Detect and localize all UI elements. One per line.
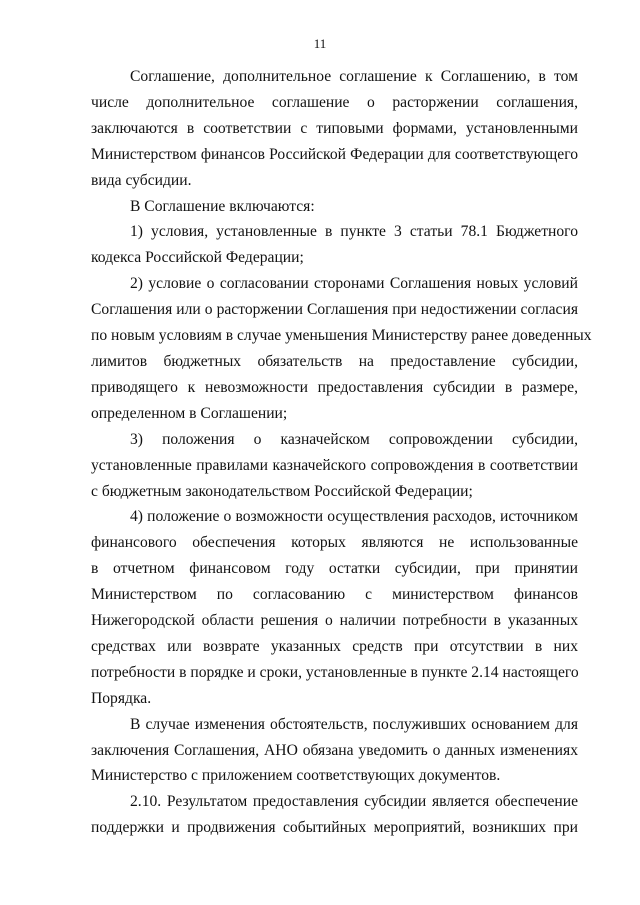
text-line: В случае изменения обстоятельств, послуживших основанием для bbox=[130, 715, 578, 733]
paragraph-agreement-forms bbox=[91, 64, 578, 194]
text-line: числе дополнительное соглашение о расторжении соглашения, bbox=[91, 93, 578, 111]
text-line: средствах или возврате указанных средств при отсутствии в них bbox=[91, 637, 578, 655]
text-line: Министерством финансов Российской Федерации для соответствующего bbox=[91, 145, 578, 163]
text-line: финансового обеспечения которых являются не использованные bbox=[91, 534, 578, 552]
paragraph-item-4 bbox=[91, 504, 578, 711]
text-line: установленные правилами казначейского сопровождения в соответствии bbox=[91, 456, 578, 474]
text-line: В Соглашение включаются: bbox=[130, 197, 315, 215]
text-line: Нижегородской области решения о наличии потребности в указанных bbox=[91, 612, 578, 630]
paragraph-change-circumstances bbox=[91, 712, 578, 790]
text-line: 4) положение о возможности осуществления расходов, источником bbox=[130, 508, 578, 526]
text-line: Порядка. bbox=[91, 689, 152, 707]
text-line: 2.10. Результатом предоставления субсидии является обеспечение bbox=[130, 793, 578, 811]
text-line: поддержки и продвижения событийных мероприятий, возникших при bbox=[91, 819, 578, 837]
text-line: Соглашение, дополнительное соглашение к Соглашению, в том bbox=[130, 68, 578, 85]
text-line: заключаются в соответствии с типовыми формами, установленными bbox=[91, 119, 578, 137]
document-body bbox=[91, 64, 592, 841]
text-line: Министерством по согласованию с министерством финансов bbox=[91, 586, 578, 604]
paragraph-item-1 bbox=[91, 219, 578, 271]
text-line: приводящего к невозможности предоставления субсидии в размере, bbox=[91, 378, 578, 396]
text-line: определенном в Соглашении; bbox=[91, 404, 288, 422]
paragraph-agreement-includes bbox=[91, 194, 578, 220]
text-line: Соглашения или о расторжении Соглашения при недостижении согласия bbox=[91, 301, 578, 319]
paragraph-2-10 bbox=[91, 789, 578, 841]
text-line: с бюджетным законодательством Российской Федерации; bbox=[91, 482, 473, 500]
text-line: Министерство с приложением соответствующих документов. bbox=[91, 767, 501, 785]
paragraph-item-2 bbox=[91, 271, 592, 426]
page-number: 11 bbox=[313, 36, 327, 51]
paragraph-item-3 bbox=[91, 427, 578, 505]
text-line: вида субсидии. bbox=[91, 171, 192, 189]
text-line: лимитов бюджетных обязательств на предоставление субсидии, bbox=[91, 352, 578, 370]
text-line: в отчетном финансовом году остатки субсидии, при принятии bbox=[91, 560, 578, 578]
text-line: заключения Соглашения, АНО обязана уведомить о данных изменениях bbox=[91, 741, 578, 759]
text-line: кодекса Российской Федерации; bbox=[91, 249, 304, 267]
text-line: 1) условия, установленные в пункте 3 статьи 78.1 Бюджетного bbox=[130, 223, 578, 241]
text-line: потребности в порядке и сроки, установленные в пункте 2.14 настоящего bbox=[91, 663, 579, 681]
text-line: 3) положения о казначейском сопровождении субсидии, bbox=[130, 430, 578, 448]
text-line: по новым условиям в случае уменьшения Министерству ранее доведенных bbox=[91, 327, 592, 345]
text-line: 2) условие о согласовании сторонами Соглашения новых условий bbox=[130, 275, 578, 293]
